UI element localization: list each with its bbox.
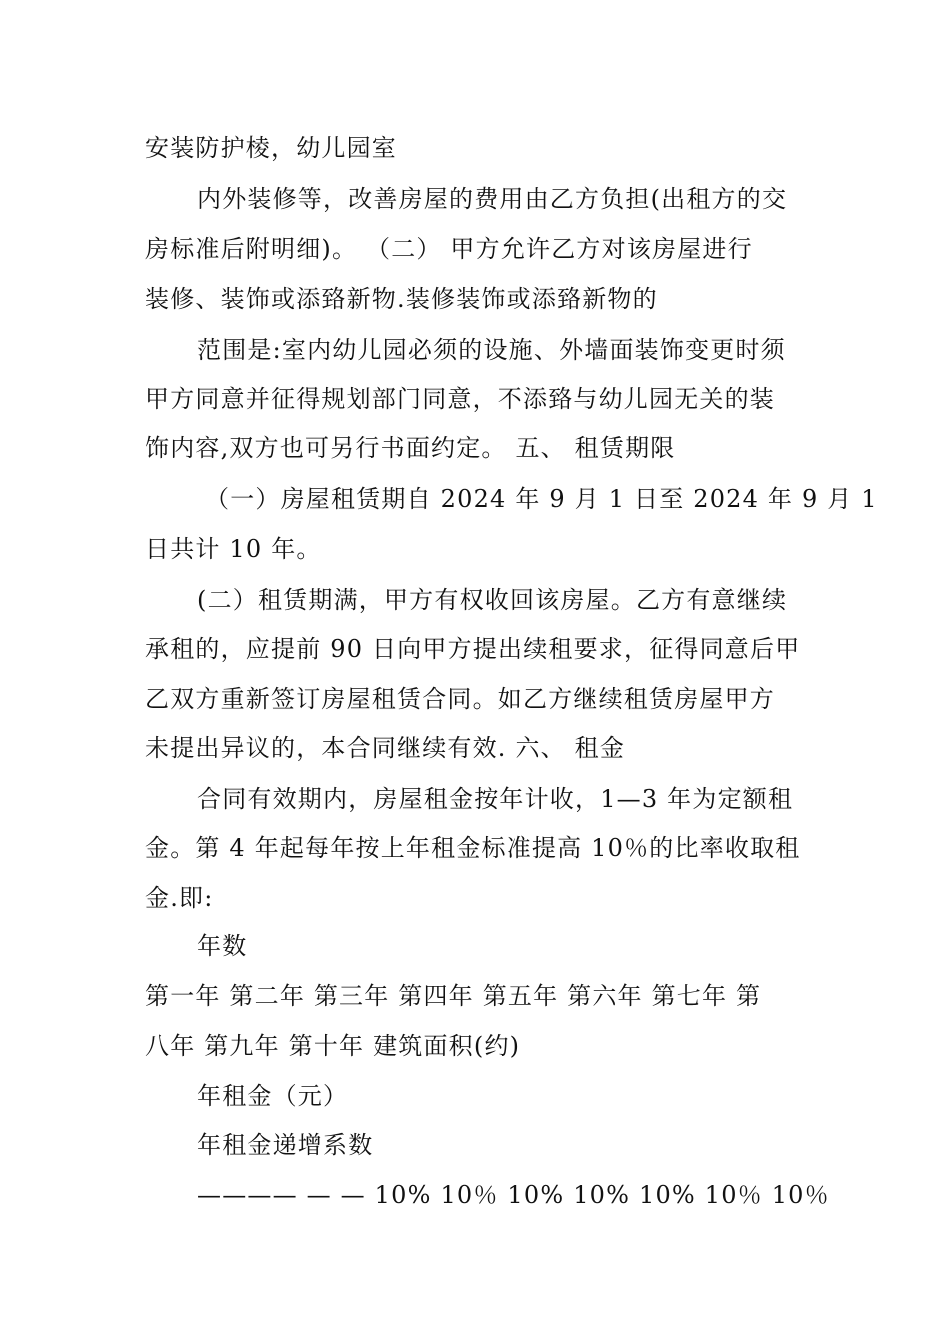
text-line-1: 安装防护棱，幼儿园室 bbox=[145, 134, 397, 162]
text-line-20: 年租金（元） bbox=[197, 1082, 349, 1110]
text-line-19: 八年 第九年 第十年 建筑面积(约) bbox=[145, 1032, 521, 1060]
text-line-4: 装修、装饰或添臵新物.装修装饰或添臵新物的 bbox=[145, 285, 658, 313]
text-line-13: 未提出异议的，本合同继续有效. 六、 租金 bbox=[145, 734, 626, 762]
text-line-3: 房标准后附明细)。 （二） 甲方允许乙方对该房屋进行 bbox=[145, 235, 753, 263]
text-line-18: 第一年 第二年 第三年 第四年 第五年 第六年 第七年 第 bbox=[145, 982, 762, 1010]
text-line-15: 金。第 4 年起每年按上年租金标准提高 10％的比率收取租 bbox=[145, 834, 801, 862]
text-line-17: 年数 bbox=[197, 932, 248, 960]
text-line-9: 日共计 10 年。 bbox=[145, 535, 322, 563]
text-line-2: 内外装修等，改善房屋的费用由乙方负担(出租方的交 bbox=[197, 185, 788, 213]
text-line-22: ———— — — 10% 10％ 10% 10% 10% 10％ 10％ bbox=[197, 1181, 830, 1209]
text-line-14: 合同有效期内，房屋租金按年计收，1—3 年为定额租 bbox=[197, 785, 794, 813]
text-line-7: 饰内容,双方也可另行书面约定。 五、 租赁期限 bbox=[145, 434, 676, 462]
text-line-11: 承租的，应提前 90 日向甲方提出续租要求，征得同意后甲 bbox=[145, 635, 801, 663]
text-line-10: (二）租赁期满，甲方有权收回该房屋。乙方有意继续 bbox=[197, 586, 788, 614]
text-line-5: 范围是:室内幼儿园必须的设施、外墙面装饰变更时须 bbox=[197, 336, 786, 364]
text-line-8: （一）房屋租赁期自 2024 年 9 月 1 日至 2024 年 9 月 1 bbox=[205, 485, 878, 513]
text-line-6: 甲方同意并征得规划部门同意，不添臵与幼儿园无关的装 bbox=[145, 385, 775, 413]
text-line-12: 乙双方重新签订房屋租赁合同。如乙方继续租赁房屋甲方 bbox=[145, 685, 775, 713]
text-line-21: 年租金递增系数 bbox=[197, 1131, 374, 1159]
text-line-16: 金.即: bbox=[145, 884, 214, 912]
